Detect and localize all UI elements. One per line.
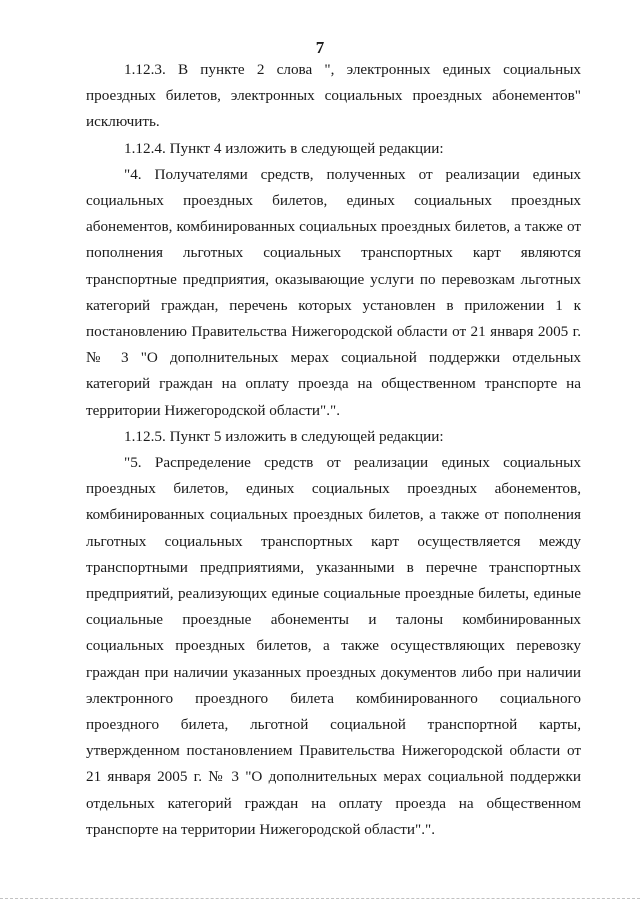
paragraph-1-12-4-heading: 1.12.4. Пункт 4 изложить в следующей редакции: bbox=[124, 139, 444, 157]
page-number: 7 bbox=[315, 38, 325, 57]
paragraph-point-4-text: "4. Получателями средств, полученных от реализации единых социальных проездных билетов, единых социальных проездных абонементов, комбинированных социальных проездных билетов, а также от пополнения льготных социальных транспортных карт являются транспортные предприятия, оказывающие услуги по перевозкам льготных категорий граждан, перечень которых установлен в приложении 1 к постановлению Правительства Нижегородской области от 21 января 2005 г. № 3 "О дополнительных мерах социальной поддержки отдельных категорий граждан на оплату проезда на общественном транспорте на территории Нижегородской области".". bbox=[86, 165, 581, 419]
scan-edge-artifact bbox=[0, 897, 640, 899]
paragraph-point-5-text: "5. Распределение средств от реализации единых социальных проездных билетов, единых социальных проездных абонементов, комбинированных социальных проездных билетов, а также от пополнения льготных социальных транспортных карт осуществляется между транспортными предприятиями, указанными в перечне транспортных предприятий, реализующих единые социальные проездные билеты, единые социальные проездные абонементы и талоны комбинированных социальных проездных билетов, а также осуществляющих перевозку граждан при наличии указанных проездных документов либо при наличии электронного проездного билета комбинированного социального проездного билета, льготной социальной транспортной карты, утвержденном постановлением Правительства Нижегородской области от 21 января 2005 г. № 3 "О дополнительных мерах социальной поддержки отдельных категорий граждан на оплату проезда на общественном транспорте на территории Нижегородской области".". bbox=[86, 454, 581, 838]
document-body bbox=[86, 57, 581, 843]
paragraph-1-12-3: 1.12.3. В пункте 2 слова ", электронных единых социальных проездных билетов, электронных социальных проездных абонементов" исключить. bbox=[86, 61, 581, 131]
paragraph-1-12-5-heading: 1.12.5. Пункт 5 изложить в следующей редакции: bbox=[124, 427, 444, 445]
